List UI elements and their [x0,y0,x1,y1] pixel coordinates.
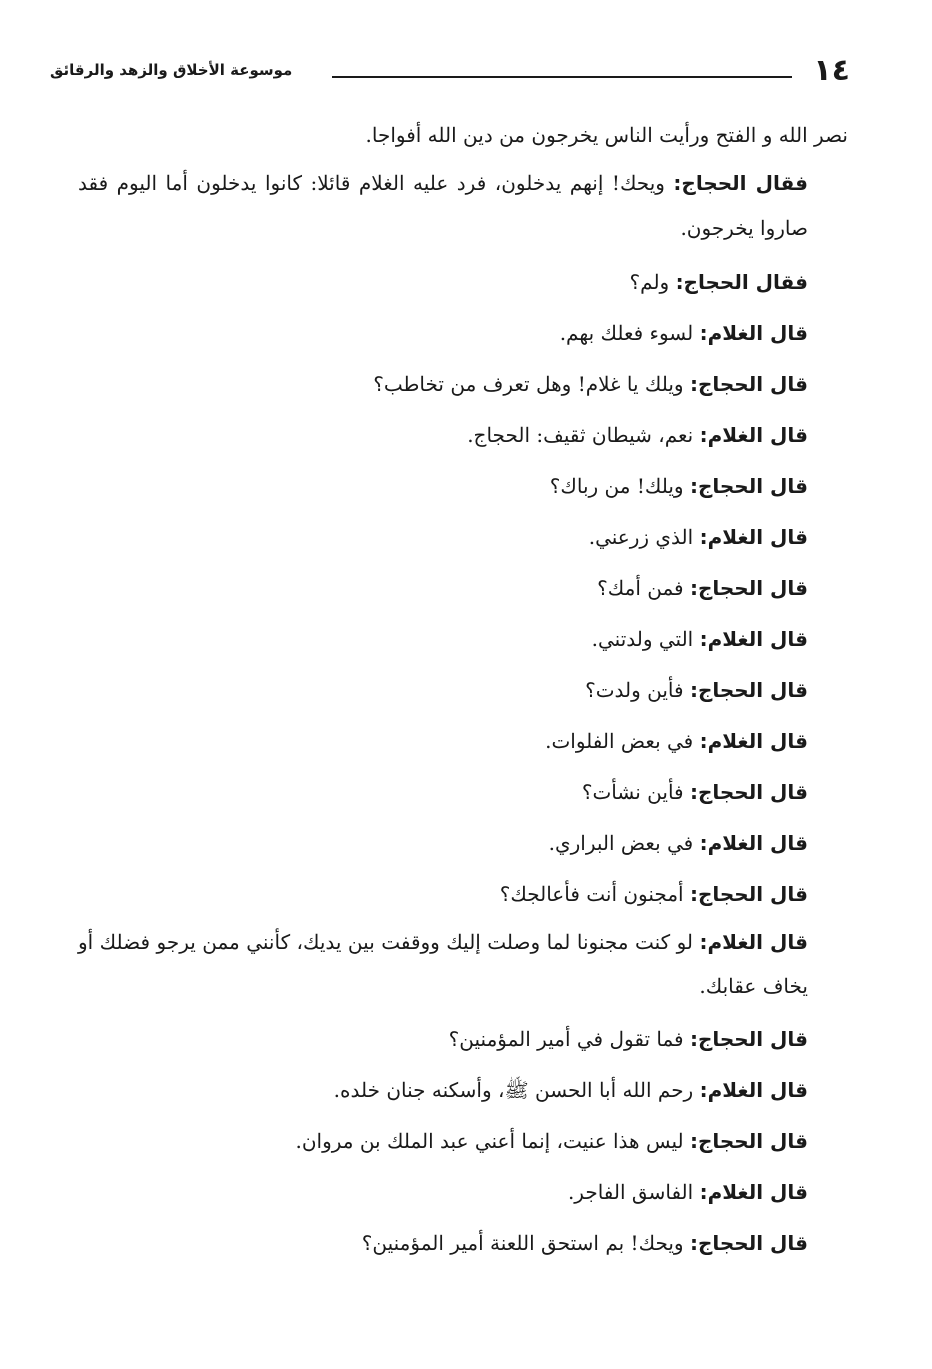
speaker-label: فقال الحجاج: [675,270,808,294]
paragraph [78,110,848,161]
speaker-label: قال الحجاج: [689,882,808,906]
paragraph [78,308,848,359]
paragraph-text: ويلك! من رباك؟ [549,474,690,498]
speaker-label: قال الغلام: [699,729,808,753]
speaker-label: قال الغلام: [699,1078,808,1102]
paragraph-text: فمن أمك؟ [597,576,690,600]
paragraph-text: فما تقول في أمير المؤمنين؟ [448,1027,690,1051]
paragraph-text: نعم، شيطان ثقيف: الحجاج. [467,423,700,447]
page-header [50,52,850,92]
paragraph [78,512,848,563]
paragraph [78,1065,848,1116]
paragraph-text: التي ولدتني. [591,627,700,651]
paragraph [78,161,848,251]
speaker-label: قال الغلام: [699,627,808,651]
paragraph-text: فأين ولدت؟ [585,678,690,702]
paragraph-text: لو كنت مجنونا لما وصلت إليك ووقفت بين يديك، كأنني ممن يرجو فضلك أو يخاف عقابك. [78,930,808,998]
paragraph [78,818,848,869]
paragraph-text: الفاسق الفاجر. [567,1180,700,1204]
paragraph-text: لسوء فعلك بهم. [559,321,700,345]
speaker-label: قال الغلام: [699,1180,808,1204]
speaker-label: قال الحجاج: [689,1027,808,1051]
paragraph [78,869,848,920]
paragraph [78,920,848,1008]
speaker-label: قال الغلام: [699,525,808,549]
paragraph-text: ويحك! بم استحق اللعنة أمير المؤمنين؟ [361,1231,690,1255]
speaker-label: قال الحجاج: [689,576,808,600]
paragraph-text: في بعض الفلوات. [545,729,700,753]
speaker-label: قال الغلام: [699,423,808,447]
paragraph [78,563,848,614]
paragraph [78,1116,848,1167]
speaker-label: قال الحجاج: [689,474,808,498]
header-rule [332,76,792,78]
speaker-label: قال الحجاج: [689,1231,808,1255]
speaker-label: قال الحجاج: [689,372,808,396]
speaker-label: فقال الحجاج: [673,171,808,195]
paragraph-text: ولم؟ [629,270,676,294]
paragraph [78,359,848,410]
speaker-label: قال الحجاج: [689,1129,808,1153]
paragraph [78,716,848,767]
paragraph [78,1014,848,1065]
paragraph [78,257,848,308]
speaker-label: قال الغلام: [699,321,808,345]
speaker-label: قال الغلام: [699,831,808,855]
paragraph-text: ليس هذا عنيت، إنما أعني عبد الملك بن مروان. [295,1129,690,1153]
paragraph [78,410,848,461]
page-body [78,110,848,1269]
paragraph [78,461,848,512]
paragraph-text: أمجنون أنت فأعالجك؟ [499,882,690,906]
paragraph [78,1218,848,1269]
paragraph-text: ويلك يا غلام! وهل تعرف من تخاطب؟ [373,372,690,396]
page-number: ١٤ [813,53,850,88]
paragraph [78,767,848,818]
paragraph-text: رحم الله أبا الحسن ﷺ، وأسكنه جنان خلده. [333,1078,700,1102]
paragraph-text: نصر الله و الفتح ورأيت الناس يخرجون من دين الله أفواجا. [365,123,848,147]
speaker-label: قال الحجاج: [689,780,808,804]
paragraph-text: ويحك! إنهم يدخلون، فرد عليه الغلام قائلا: كانوا يدخلون أما اليوم فقد صاروا يخرجون. [78,171,808,240]
running-title: موسوعة الأخلاق والزهد والرقائق [50,61,293,79]
paragraph [78,614,848,665]
speaker-label: قال الحجاج: [689,678,808,702]
speaker-label: قال الغلام: [699,930,808,954]
paragraph-text: الذي زرعني. [588,525,700,549]
paragraph [78,1167,848,1218]
paragraph-text: في بعض البراري. [548,831,700,855]
paragraph [78,665,848,716]
paragraph-text: فأين نشأت؟ [581,780,690,804]
